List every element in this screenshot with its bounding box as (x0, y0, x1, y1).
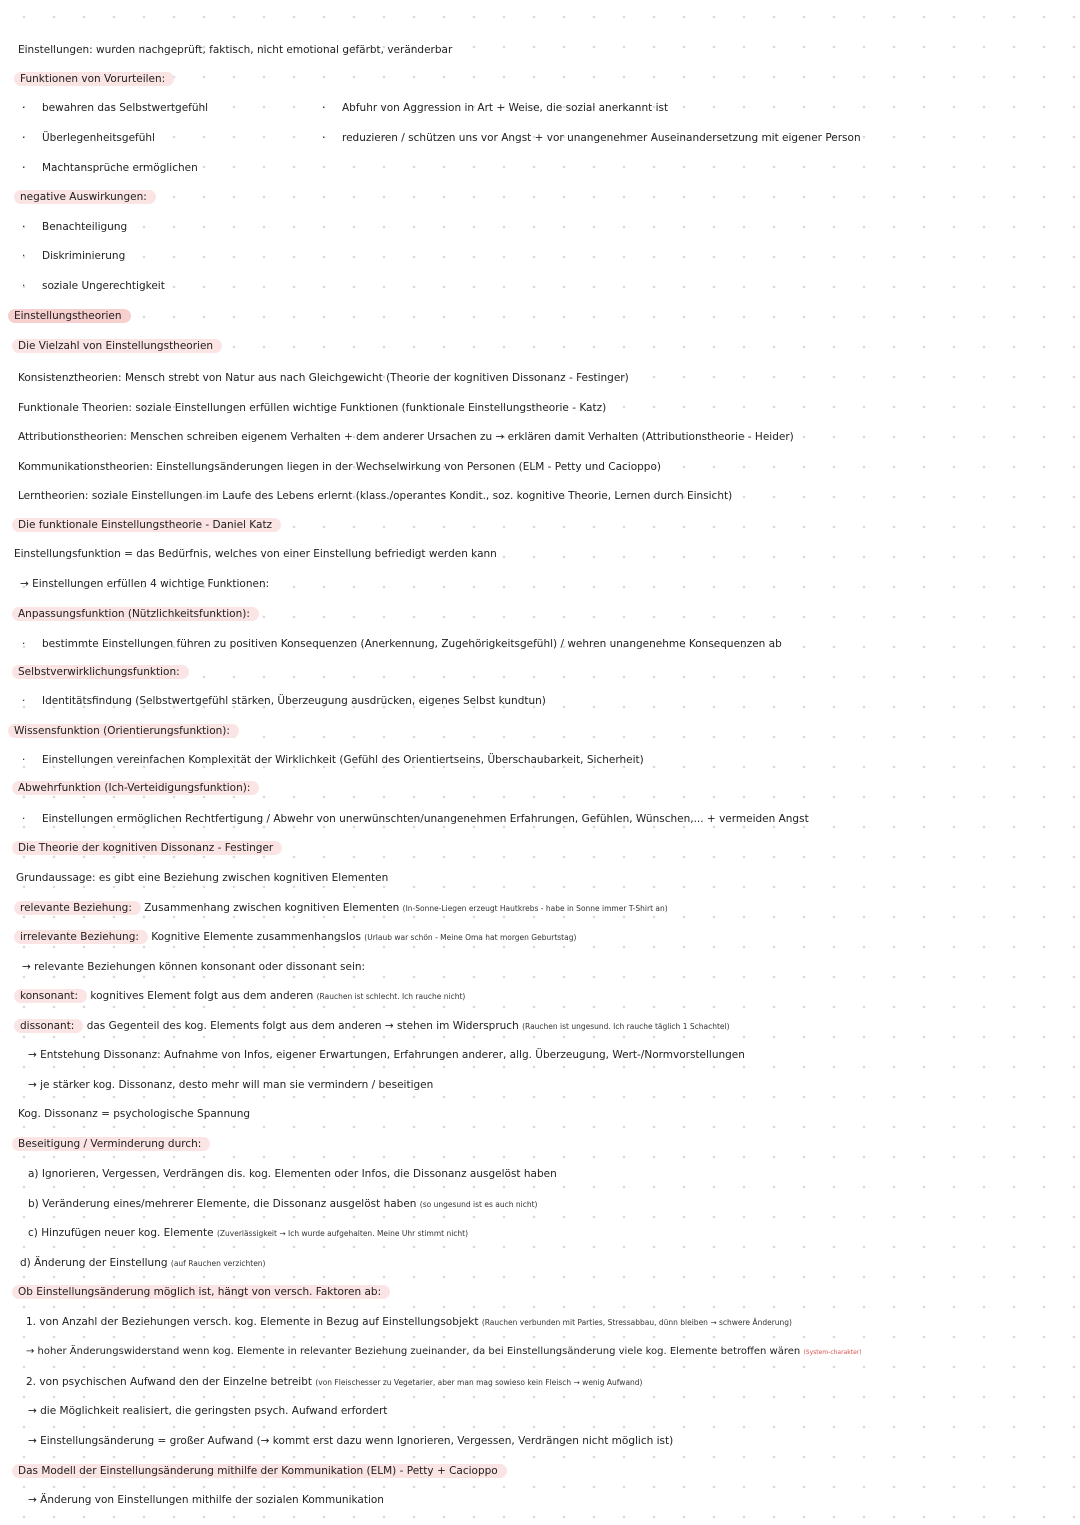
definition: soziale Einstellungen erfüllen wichtige Funktionen (funktionale Einstellungstheorie - Katz) (135, 402, 607, 414)
subheading (14, 71, 174, 87)
list-item: · Einstellungen ermöglichen Rechtfertigung / Abwehr von unerwünschten/unangenehmen Erfahrungen, Gefühlen, Wünschen,... + vermeiden Angst (22, 813, 809, 825)
subheading (12, 664, 189, 680)
note-line (28, 1077, 433, 1093)
section-heading-text: Einstellungstheorien (8, 309, 131, 323)
example: (so ungesund ist es auch nicht) (419, 1200, 538, 1209)
list-item (20, 1255, 265, 1272)
list-item: · Identitätsfindung (Selbstwertgefühl stärken, Überzeugung ausdrücken, eigenes Selbst kundtun) (22, 695, 546, 707)
list-item-text: Einstellungen vereinfachen Komplexität der Wirklichkeit (Gefühl des Orientiertseins, Überschaubarkeit, Sicherheit) (42, 754, 644, 766)
list-item-text: Einstellungen ermöglichen Rechtfertigung / Abwehr von unerwünschten/unangenehmen Erfahrungen, Gefühlen, Wünschen,... + vermeiden Angst (42, 813, 809, 825)
list-item-text: d) Änderung der Einstellung (20, 1257, 168, 1269)
subheading-text: Funktionen von Vorurteilen: (14, 72, 174, 86)
list-item: · Abfuhr von Aggression in Art + Weise, die sozial anerkannt ist (322, 102, 669, 114)
example: (In-Sonne-Liegen erzeugt Hautkrebs - habe in Sonne immer T-Shirt an) (402, 904, 668, 913)
subheading (8, 723, 239, 739)
subheading (12, 338, 222, 354)
note-text: → die Möglichkeit realisiert, die geringsten psych. Aufwand erfordert (28, 1405, 388, 1417)
subheading (12, 840, 282, 856)
term: irrelevante Beziehung: (14, 930, 148, 944)
list-item: · Einstellungen vereinfachen Komplexität der Wirklichkeit (Gefühl des Orientiertseins, Überschaubarkeit, Sicherheit) (22, 754, 644, 766)
note-text: Einstellungen: wurden nachgeprüft, faktisch, nicht emotional gefärbt, veränderbar (18, 44, 453, 56)
note-line (18, 1106, 250, 1122)
subheading (12, 606, 259, 622)
definition-line (18, 370, 629, 386)
note-text: → relevante Beziehungen können konsonant oder dissonant sein: (22, 961, 366, 973)
definition: Menschen schreiben eigenem Verhalten + dem anderer Ursachen zu → erklären damit Verhalten (Attributionstheorie - Heider) (130, 431, 794, 443)
list-item: · Machtansprüche ermöglichen (22, 162, 198, 174)
term: Attributionstheorien: (18, 431, 127, 443)
subheading-text: Die funktionale Einstellungstheorie - Daniel Katz (12, 518, 281, 532)
term: Funktionale Theorien: (18, 402, 132, 414)
example: (von Fleischesser zu Vegetarier, aber man mag sowieso kein Fleisch → wenig Aufwand) (315, 1378, 643, 1387)
example: (Rauchen verbunden mit Parties, Stressabbau, dünn bleiben → schwere Änderung) (481, 1318, 792, 1327)
subheading-text: Die Theorie der kognitiven Dissonanz - Festinger (12, 841, 282, 855)
example: (Rauchen ist schlecht. Ich rauche nicht) (316, 992, 466, 1001)
definition: Zusammenhang zwischen kognitiven Elementen (144, 902, 400, 914)
subheading-text: Selbstverwirklichungsfunktion: (12, 665, 189, 679)
definition-line (14, 988, 465, 1005)
list-item-text: 2. von psychischen Aufwand den der Einzelne betreibt (26, 1376, 312, 1388)
list-item-text: Machtansprüche ermöglichen (42, 162, 198, 174)
example: (Urlaub war schön - Meine Oma hat morgen Geburtstag) (364, 933, 577, 942)
note-line (28, 1433, 673, 1449)
term: Konsistenztheorien: (18, 372, 122, 384)
list-item-text: a) Ignorieren, Vergessen, Verdrängen dis. kog. Elementen oder Infos, die Dissonanz ausgelöst haben (28, 1168, 557, 1180)
definition-line (14, 929, 576, 946)
subheading (12, 517, 281, 533)
subheading (12, 1463, 507, 1479)
list-item: · bewahren das Selbstwertgefühl (22, 102, 209, 114)
list-item: · Überlegenheitsgefühl (22, 132, 155, 144)
note-text: Einstellungsfunktion = das Bedürfnis, welches von einer Einstellung befriedigt werden kann (14, 548, 497, 560)
definition: Einstellungsänderungen liegen in der Wechselwirkung von Personen (ELM - Petty und Cacioppo) (156, 461, 661, 473)
list-item: · bestimmte Einstellungen führen zu positiven Konsequenzen (Anerkennung, Zugehörigkeitsgefühl) / wehren unangenehme Konsequenzen ab (22, 638, 782, 650)
list-item-text: b) Veränderung eines/mehrerer Elemente, die Dissonanz ausgelöst haben (28, 1198, 417, 1210)
definition-line (18, 459, 661, 475)
list-item: · reduzieren / schützen uns vor Angst + vor unangenehmer Auseinandersetzung mit eigener Person (322, 132, 861, 144)
list-item (26, 1314, 792, 1331)
definition-line (14, 1018, 730, 1035)
list-item (26, 1374, 642, 1391)
definition-line (14, 900, 668, 917)
definition: das Gegenteil des kog. Elements folgt aus dem anderen → stehen im Widerspruch (86, 1020, 519, 1032)
list-item-text: Abfuhr von Aggression in Art + Weise, die sozial anerkannt ist (342, 102, 669, 114)
list-item (28, 1166, 557, 1182)
list-item-text: c) Hinzufügen neuer kog. Elemente (28, 1227, 214, 1239)
definition-line (18, 400, 606, 416)
subheading-text: negative Auswirkungen: (14, 190, 156, 204)
list-item-text: reduzieren / schützen uns vor Angst + vor unangenehmer Auseinandersetzung mit eigener Person (342, 132, 861, 144)
note-text: → Einstellungen erfüllen 4 wichtige Funktionen: (20, 578, 270, 590)
list-item: · Benachteiligung (22, 221, 128, 233)
note-line (28, 1047, 745, 1063)
note-line (14, 546, 497, 562)
subheading (12, 1136, 210, 1152)
note-line (22, 959, 365, 975)
subheading-text: Ob Einstellungsänderung möglich ist, hängt von versch. Faktoren ab: (12, 1285, 390, 1299)
definition: Mensch strebt von Natur aus nach Gleichgewicht (Theorie der kognitiven Dissonanz - Festinger) (124, 372, 629, 384)
list-item: · Diskriminierung (22, 250, 126, 262)
subheading (12, 1284, 390, 1300)
list-item-text: 1. von Anzahl der Beziehungen versch. kog. Elemente in Bezug auf Einstellungsobjekt (26, 1316, 479, 1328)
term: konsonant: (14, 989, 87, 1003)
term: relevante Beziehung: (14, 901, 141, 915)
term: Kommunikationstheorien: (18, 461, 153, 473)
definition: Kognitive Elemente zusammenhangslos (151, 931, 361, 943)
list-item (28, 1196, 537, 1213)
note-line (28, 1492, 384, 1508)
example: (auf Rauchen verzichten) (170, 1259, 266, 1268)
list-item-text: soziale Ungerechtigkeit (42, 280, 165, 292)
subheading (14, 189, 156, 205)
subheading-text: Beseitigung / Verminderung durch: (12, 1137, 210, 1151)
definition-line (18, 429, 794, 445)
note-text: → Einstellungsänderung = großer Aufwand (→ kommt erst dazu wenn Ignorieren, Vergessen, Verdrängen nicht möglich ist) (28, 1435, 674, 1447)
note-text: → je stärker kog. Dissonanz, desto mehr will man sie vermindern / beseitigen (28, 1079, 434, 1091)
list-item-text: Überlegenheitsgefühl (42, 132, 155, 144)
note-text: → Änderung von Einstellungen mithilfe der sozialen Kommunikation (28, 1494, 384, 1506)
subheading (12, 780, 259, 796)
definition: soziale Einstellungen im Laufe des Lebens erlernt (klass./operantes Kondit., soz. kognitive Theorie, Lernen durch Einsicht) (91, 490, 733, 502)
definition-line (18, 488, 732, 504)
list-item-text: bewahren das Selbstwertgefühl (42, 102, 209, 114)
list-item-text: bestimmte Einstellungen führen zu positiven Konsequenzen (Anerkennung, Zugehörigkeitsgefühl) / wehren unangenehme Konsequenzen ab (42, 638, 782, 650)
note-line (28, 1403, 387, 1419)
subheading-text: Das Modell der Einstellungsänderung mithilfe der Kommunikation (ELM) - Petty + Cacioppo (12, 1464, 507, 1478)
note-text: → hoher Änderungswiderstand wenn kog. Elemente in relevanter Beziehung zueinander, da bei Einstellungsänderung viele kog. Elemente betroffen wären (26, 1346, 801, 1357)
note-line (26, 1344, 862, 1361)
list-item (28, 1225, 468, 1242)
margin-note: (System-charakter) (803, 1349, 862, 1356)
list-item-text: Identitätsfindung (Selbstwertgefühl stärken, Überzeugung ausdrücken, eigenes Selbst kundtun) (42, 695, 546, 707)
list-item: · soziale Ungerechtigkeit (22, 280, 165, 292)
note-line (16, 870, 388, 886)
list-item-text: Benachteiligung (42, 221, 128, 233)
definition: kognitives Element folgt aus dem anderen (90, 990, 314, 1002)
subheading-text: Die Vielzahl von Einstellungstheorien (12, 339, 222, 353)
list-item-text: Diskriminierung (42, 250, 126, 262)
section-heading (8, 308, 131, 324)
term: dissonant: (14, 1019, 83, 1033)
subheading-text: Wissensfunktion (Orientierungsfunktion): (8, 724, 239, 738)
note-line (20, 576, 269, 592)
example: (Rauchen ist ungesund. Ich rauche täglich 1 Schachtel) (522, 1022, 730, 1031)
note-line (18, 42, 452, 58)
subheading-text: Anpassungsfunktion (Nützlichkeitsfunktion): (12, 607, 259, 621)
subheading-text: Abwehrfunktion (Ich-Verteidigungsfunktion): (12, 781, 259, 795)
term: Lerntheorien: (18, 490, 89, 502)
example: (Zuverlässigkeit → Ich wurde aufgehalten. Meine Uhr stimmt nicht) (216, 1229, 469, 1238)
note-text: Kog. Dissonanz = psychologische Spannung (18, 1108, 251, 1120)
note-text: Grundaussage: es gibt eine Beziehung zwischen kognitiven Elementen (16, 872, 389, 884)
note-text: → Entstehung Dissonanz: Aufnahme von Infos, eigener Erwartungen, Erfahrungen anderer, allg. Überzeugung, Wert-/Normvorstellungen (28, 1049, 745, 1061)
